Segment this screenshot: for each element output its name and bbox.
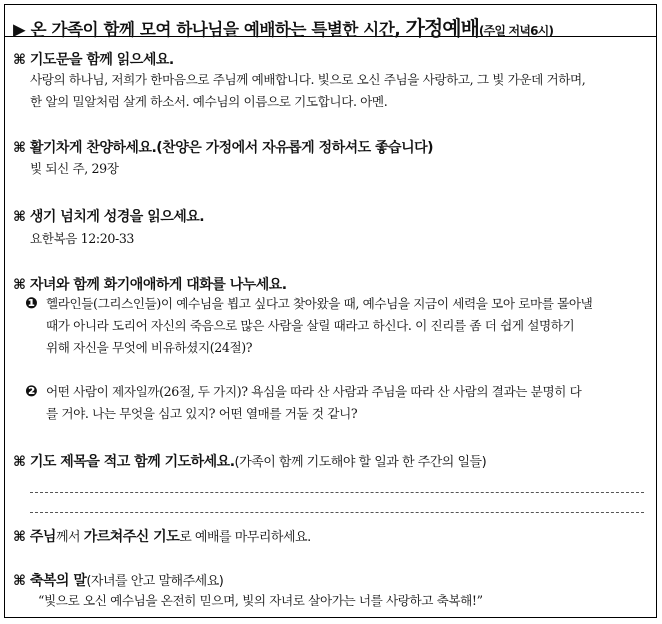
page-title (13, 12, 553, 41)
title-main: 온 가족이 함께 모여 하나님을 예배하는 특별한 시간, (30, 20, 401, 39)
command-mark-icon: ⌘ (13, 209, 26, 225)
prayer-text: 사랑의 하나님, 저희가 한마음으로 주님께 예배합니다. 빛으로 오신 주님을 사랑하고, 그 빛 가운데 거하며, 한 알의 밀알처럼 살게 하소서. 예수님의 이름으로 기도합니다. 아멘. (30, 72, 586, 109)
question-1-number: ❶ (25, 294, 38, 312)
command-mark-icon: ⌘ (13, 52, 26, 68)
title-time: (주일 저녁6시) (478, 24, 554, 38)
question-2-text: 어떤 사람이 제자일까(26절, 두 가지)? 욕심을 따라 산 사람과 주님을 따라 산 사람의 결과는 분명히 다 를 거야. 나는 무엇을 심고 있지? 어떤 열매를 거둘 것 같니? (46, 384, 582, 421)
command-mark-icon: ⌘ (13, 529, 26, 545)
writing-line (30, 492, 644, 493)
section-scripture-heading: ⌘ 생기 넘치게 성경을 읽으세요. (13, 209, 205, 225)
title-bar (4, 4, 657, 40)
command-mark-icon: ⌘ (13, 454, 26, 470)
scripture-reference: 요한복음 12:20-33 (30, 231, 135, 246)
question-1-text: 헬라인들(그리스인들)이 예수님을 뵙고 싶다고 찾아왔을 때, 예수님을 지금이 세력을 모아 로마를 몰아낼 때가 아니라 도리어 자신의 죽음으로 많은 사람을 살릴 때라고 하신다. 이 진리를 좀 더 쉽게 설명하기 위해 자신을 무엇에 비유하셨지(24절)? (46, 296, 593, 355)
section-discussion-heading: ⌘ 자녀와 함께 화기애애하게 대화를 나누세요. (13, 277, 287, 293)
triangle-marker-icon: ▶ (13, 20, 26, 39)
section-prayer-topics-heading: ⌘ 기도 제목을 적고 함께 기도하세요.(가족이 함께 기도해야 할 일과 한 주간의 일들) (13, 454, 487, 470)
command-mark-icon: ⌘ (13, 140, 26, 156)
blessing-text: “빛으로 오신 예수님을 온전히 믿으며, 빛의 자녀로 살아가는 너를 사랑하고 축복해!” (38, 593, 483, 608)
command-mark-icon: ⌘ (13, 277, 26, 293)
section-prayer-heading: ⌘ 기도문을 함께 읽으세요. (13, 52, 174, 68)
section-blessing-heading: ⌘ 축복의 말(자녀를 안고 말해주세요) (13, 573, 224, 589)
writing-line (30, 512, 644, 513)
section-closing-heading: ⌘ 주님께서 가르쳐주신 기도로 예배를 마무리하세요. (13, 529, 311, 545)
command-mark-icon: ⌘ (13, 573, 26, 589)
question-2-number: ❷ (25, 382, 38, 400)
section-praise-heading: ⌘ 활기차게 찬양하세요.(찬양은 가정에서 자유롭게 정하셔도 좋습니다) (13, 140, 434, 156)
praise-song: 빛 되신 주, 29장 (30, 161, 119, 176)
title-highlight: 가정예배 (405, 16, 479, 40)
